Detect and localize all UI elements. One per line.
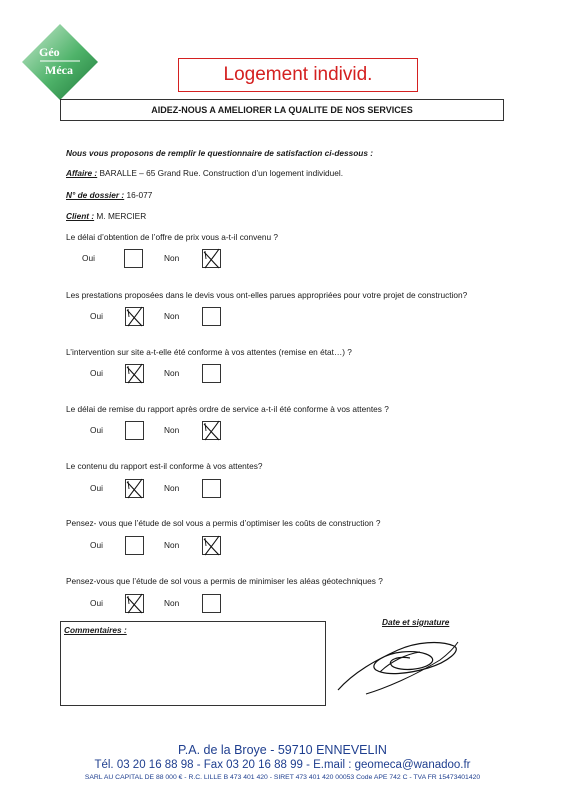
client-label: Client : [66, 211, 95, 221]
question-3-text: L’intervention sur site a-t-elle été conforme à vos attentes (remise en état…) ? [66, 347, 352, 357]
question-4-yes-label: Oui [90, 425, 103, 435]
affaire-label: Affaire : [66, 168, 98, 178]
handwritten-check-mark [124, 477, 146, 500]
question-4-no-checkbox[interactable] [202, 421, 221, 440]
question-2-yes-label: Oui [90, 311, 103, 321]
footer-contact: Tél. 03 20 16 88 98 - Fax 03 20 16 88 99 - E.mail : geomeca@wanadoo.fr [94, 759, 471, 771]
affaire-line [66, 168, 343, 178]
logo-text-geo: Géo [39, 45, 60, 59]
handwritten-check-mark [201, 419, 223, 442]
question-7-yes-checkbox[interactable] [125, 594, 144, 613]
question-7-text: Pensez-vous que l’étude de sol vous a permis de minimiser les aléas géotechniques ? [66, 576, 383, 586]
question-6-text: Pensez- vous que l’étude de sol vous a permis d’optimiser les coûts de construction ? [66, 518, 381, 528]
company-logo [18, 20, 102, 104]
affaire-value: BARALLE – 65 Grand Rue. Construction d’un logement individuel. [97, 168, 344, 178]
client-line [66, 211, 146, 221]
comments-label: Commentaires : [64, 625, 127, 635]
question-5-yes-checkbox[interactable] [125, 479, 144, 498]
dossier-line [66, 190, 152, 200]
intro-text: Nous vous proposons de remplir le questionnaire de satisfaction ci-dessous : [66, 148, 374, 158]
handwritten-signature [336, 632, 466, 702]
question-3-yes-checkbox[interactable] [125, 364, 144, 383]
dossier-label: N° de dossier : [66, 190, 125, 200]
question-1-no-checkbox[interactable] [202, 249, 221, 268]
handwritten-check-mark [201, 247, 223, 270]
category-stamp: Logement individ. [178, 58, 418, 92]
question-7-yes-label: Oui [90, 598, 103, 608]
question-6-no-checkbox[interactable] [202, 536, 221, 555]
question-5-text: Le contenu du rapport est-il conforme à vos attentes? [66, 461, 263, 471]
question-4-no-label: Non [164, 425, 180, 435]
question-1-yes-label: Oui [82, 253, 95, 263]
question-3-no-checkbox[interactable] [202, 364, 221, 383]
handwritten-check-mark [201, 534, 223, 557]
footer-legal: SARL AU CAPITAL DE 88 000 € - R.C. LILLE B 473 401 420 - SIRET 473 401 420 00053 Code APE 742 C - TVA FR 15473401420 [84, 774, 481, 781]
handwritten-check-mark [124, 362, 146, 385]
question-4-text: Le délai de remise du rapport après ordre de service a-t-il été conforme à vos attentes ? [66, 404, 389, 414]
signature-label: Date et signature [382, 617, 450, 627]
question-1-yes-checkbox[interactable] [124, 249, 143, 268]
question-2-no-label: Non [164, 311, 180, 321]
handwritten-check-mark [124, 305, 146, 328]
question-6-no-label: Non [164, 540, 180, 550]
comments-box[interactable] [60, 621, 326, 706]
question-5-no-label: Non [164, 483, 180, 493]
question-3-yes-label: Oui [90, 368, 103, 378]
question-6-yes-label: Oui [90, 540, 103, 550]
question-4-yes-checkbox[interactable] [125, 421, 144, 440]
handwritten-check-mark [124, 592, 146, 615]
form-title: AIDEZ-NOUS A AMELIORER LA QUALITE DE NOS SERVICES [60, 99, 504, 121]
logo-text-meca: Méca [45, 63, 73, 77]
question-2-yes-checkbox[interactable] [125, 307, 144, 326]
footer-address: P.A. de la Broye - 59710 ENNEVELIN [178, 743, 387, 757]
dossier-value: 16-077 [124, 190, 153, 200]
question-1-no-label: Non [164, 253, 180, 263]
question-2-text: Les prestations proposées dans le devis vous ont-elles parues appropriées pour votre projet de construction? [66, 290, 468, 300]
question-5-no-checkbox[interactable] [202, 479, 221, 498]
client-value: M. MERCIER [94, 211, 147, 221]
question-6-yes-checkbox[interactable] [125, 536, 144, 555]
question-3-no-label: Non [164, 368, 180, 378]
question-7-no-label: Non [164, 598, 180, 608]
question-1-text: Le délai d’obtention de l’offre de prix vous a-t-il convenu ? [66, 232, 279, 242]
question-2-no-checkbox[interactable] [202, 307, 221, 326]
question-5-yes-label: Oui [90, 483, 103, 493]
question-7-no-checkbox[interactable] [202, 594, 221, 613]
